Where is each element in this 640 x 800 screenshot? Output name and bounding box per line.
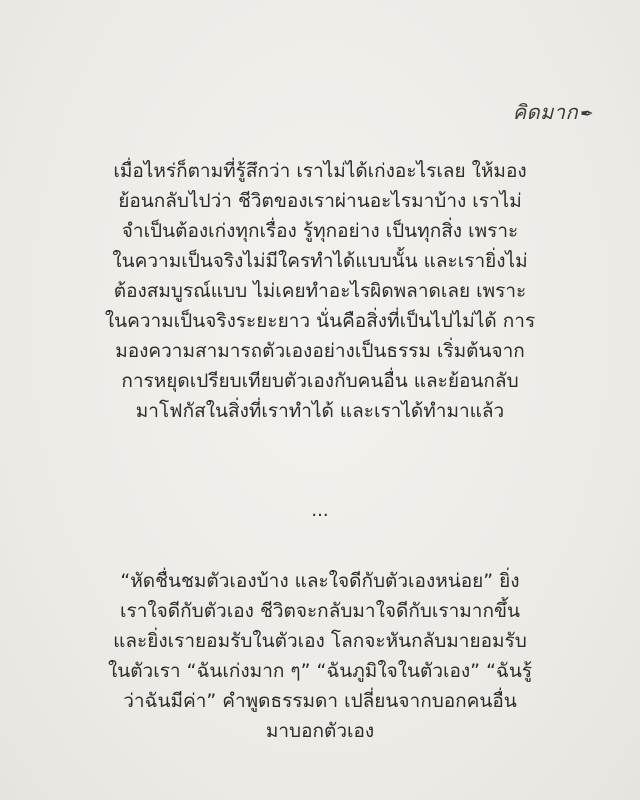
paragraph-line: และยิ่งเรายอมรับในตัวเอง โลกจะหันกลับมายอมรับ: [113, 630, 527, 652]
paragraph-2: [40, 566, 600, 746]
paragraph-1: [40, 156, 600, 426]
paragraph-line: มาโฟกัสในสิ่งที่เราทำได้ และเราได้ทำมาแล้ว: [135, 400, 505, 422]
paragraph-line: เราใจดีกับตัวเอง ชีวิตจะกลับมาใจดีกับเรามากขึ้น: [120, 600, 520, 622]
feather-icon: ✒: [580, 104, 594, 123]
paragraph-line: “หัดชื่นชมตัวเองบ้าง และใจดีกับตัวเองหน่อย” ยิ่ง: [120, 570, 520, 592]
paragraph-line: ในความเป็นจริงระยะยาว นั่นคือสิ่งที่เป็นไปไม่ได้ การ: [104, 310, 536, 332]
paragraph-line: การหยุดเปรียบเทียบตัวเองกับคนอื่น และย้อนกลับ: [121, 370, 519, 392]
paragraph-line: ต้องสมบูรณ์แบบ ไม่เคยทำอะไรผิดพลาดเลย เพราะ: [113, 280, 527, 302]
paragraph-line: ว่าฉันมีค่า” คำพูดธรรมดา เปลี่ยนจากบอกคนอื่น: [123, 690, 517, 712]
paragraph-line: มาบอกตัวเอง: [265, 720, 375, 742]
paragraph-line: เมื่อไหร่ก็ตามที่รู้สึกว่า เราไม่ได้เก่งอะไรเลย ให้มอง: [113, 160, 527, 182]
brand-logo: [513, 96, 594, 128]
paragraph-line: ในความเป็นจริงไม่มีใครทำได้แบบนั้น และเรายิ่งไม่: [112, 250, 528, 272]
brand-text: คิดมาก: [512, 100, 579, 124]
paragraph-line: จำเป็นต้องเก่งทุกเรื่อง รู้ทุกอย่าง เป็นทุกสิ่ง เพราะ: [121, 220, 519, 242]
section-separator: ...: [311, 500, 329, 521]
paragraph-line: ย้อนกลับไปว่า ชีวิตของเราผ่านอะไรมาบ้าง เราไม่: [118, 190, 522, 212]
paragraph-line: ในตัวเรา “ฉันเก่งมาก ๆ” “ฉันภูมิใจในตัวเอง” “ฉันรู้: [107, 660, 533, 682]
paragraph-line: มองความสามารถตัวเองอย่างเป็นธรรม เริ่มต้นจาก: [115, 340, 525, 362]
